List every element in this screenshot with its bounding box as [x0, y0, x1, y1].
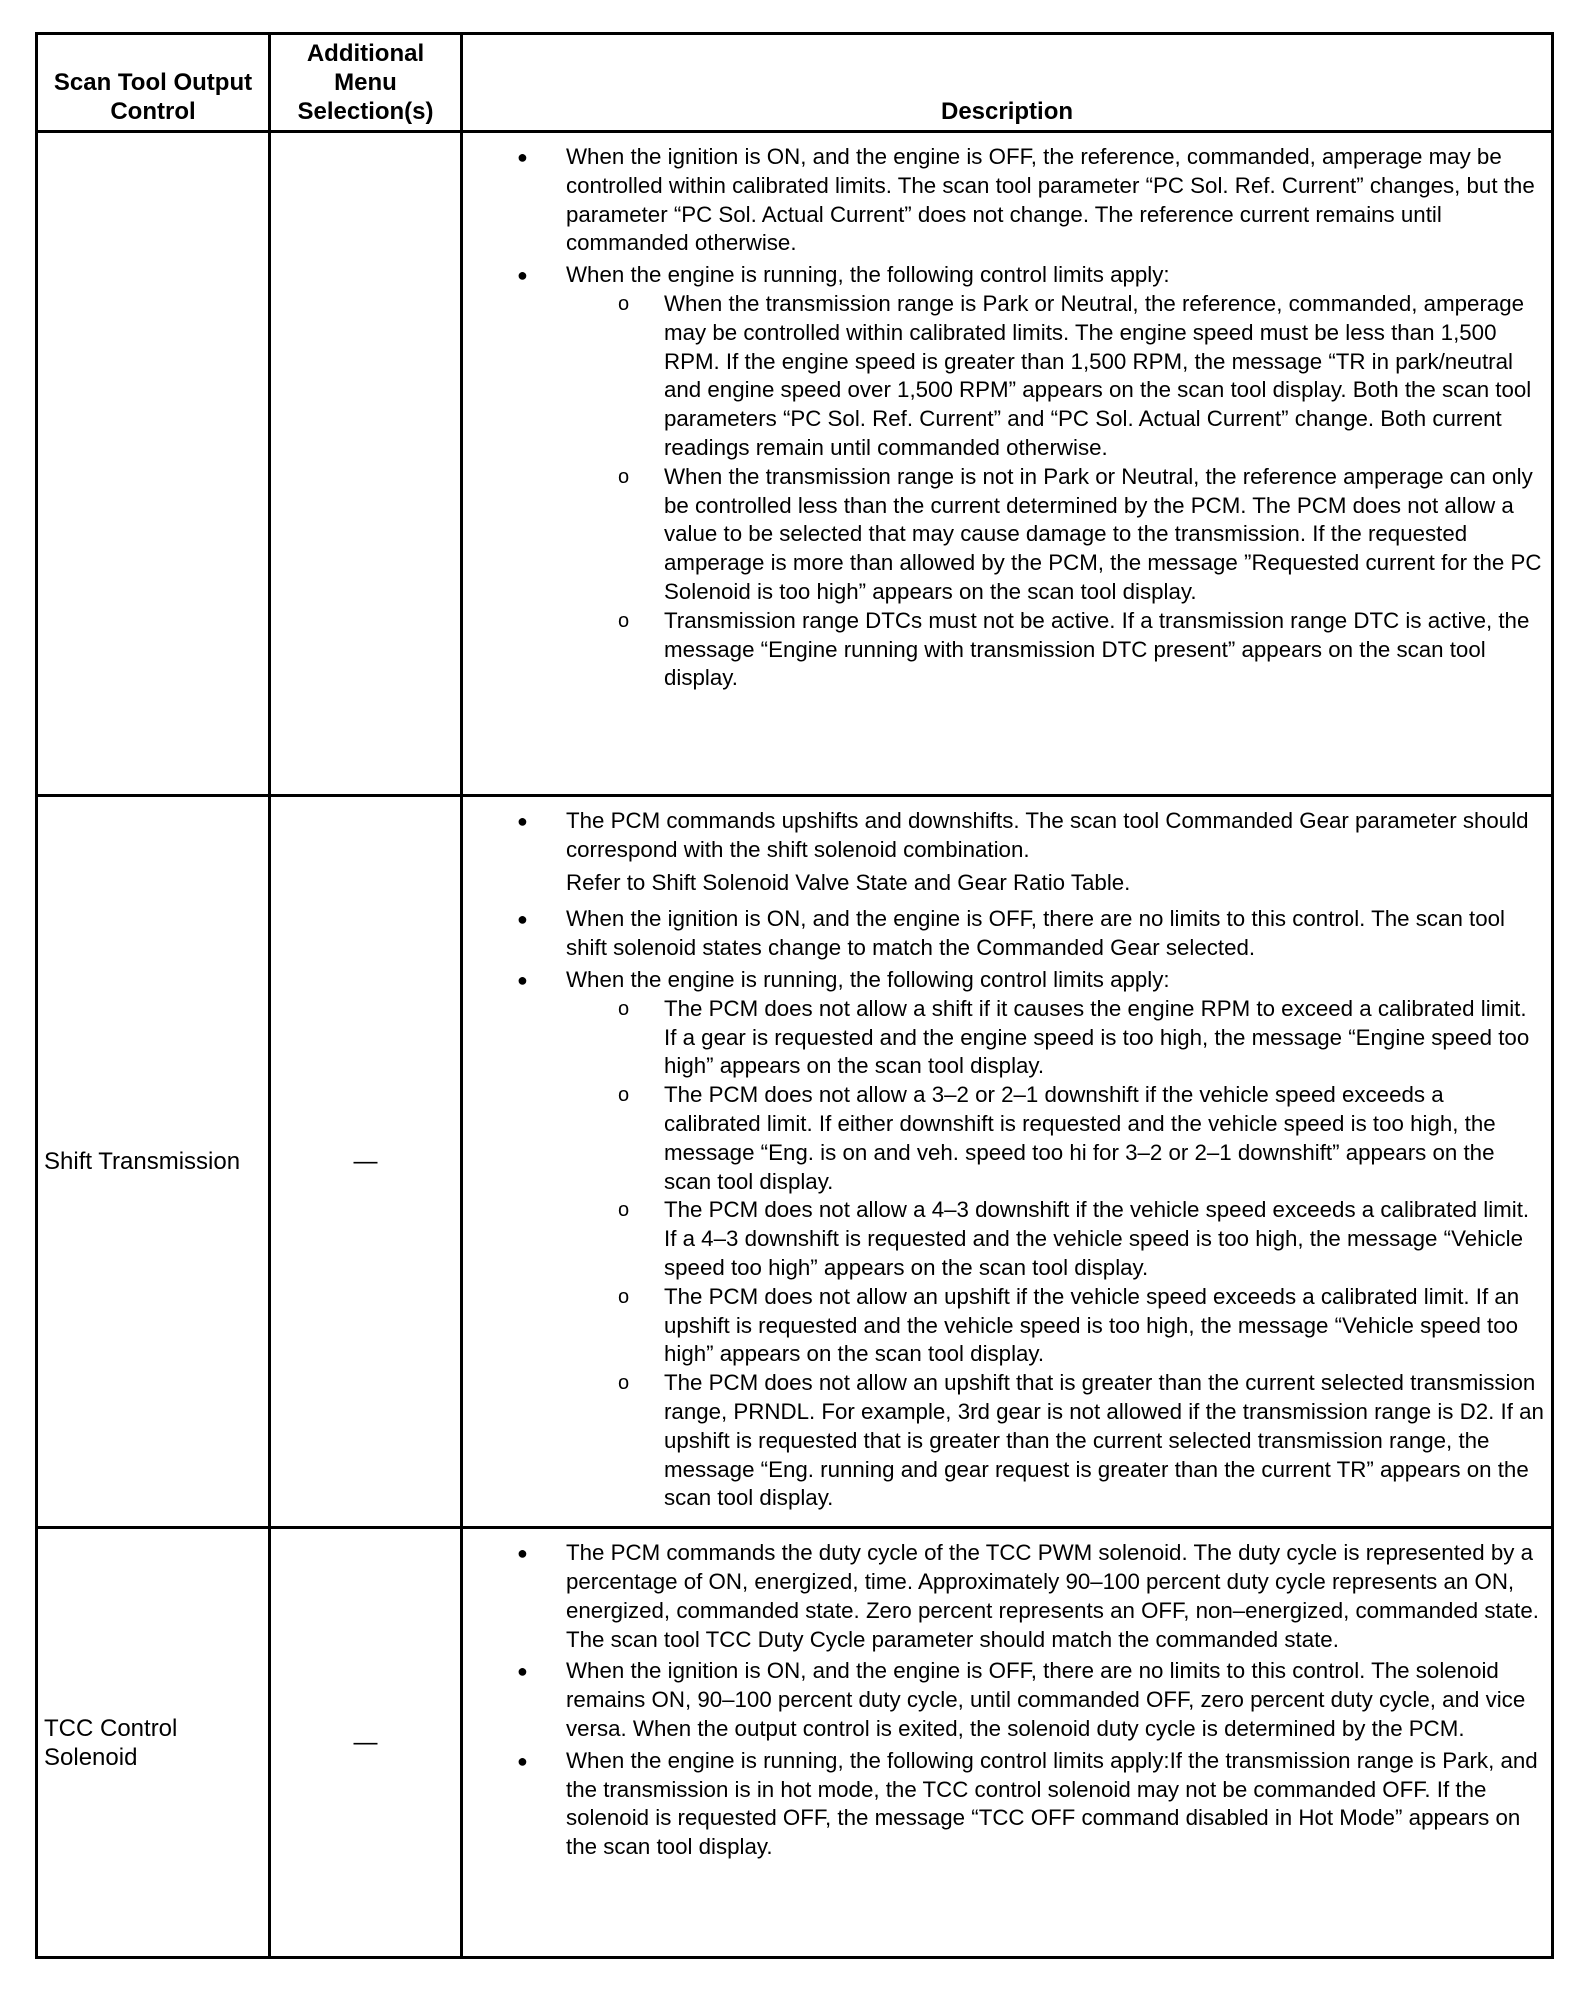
- circle-bullet-icon: o: [618, 609, 630, 632]
- circle-bullet-icon: o: [618, 1084, 630, 1107]
- sub-bullet-list: [566, 290, 1545, 693]
- list-item: [463, 143, 1545, 258]
- bullet-text: The PCM commands upshifts and downshifts. The scan tool Commanded Gear parameter should correspond with the shift solenoid combination.: [566, 808, 1529, 862]
- header-scan-tool-output-control: Scan Tool Output Control: [37, 34, 270, 132]
- sub-list-item: [566, 290, 1545, 463]
- list-item: [463, 1657, 1545, 1743]
- header-additional-menu-selections: Additional Menu Selection(s): [270, 34, 462, 132]
- sub-bullet-text: When the transmission range is not in Park or Neutral, the reference amperage can only be controlled less than the current determined by the PCM. The PCM does not allow a value to be selected that may cause damage to the transmission. If the requested amperage is more than allowed by the PCM, the message ”Requested current for the PC Solenoid is too high” appears on the scan tool display.: [664, 463, 1542, 604]
- circle-bullet-icon: o: [618, 465, 630, 488]
- bullet-text: When the engine is running, the following control limits apply:: [566, 262, 1170, 288]
- sub-list-item: [566, 607, 1545, 693]
- bullet-text: When the ignition is ON, and the engine is OFF, the reference, commanded, amperage may be controlled within calibrated limits. The scan tool parameter “PC Sol. Ref. Current” changes, but the parameter “PC Sol. Actual Current” does not change. The reference current remains until commanded otherwise.: [566, 144, 1535, 256]
- refer-note: Refer to Shift Solenoid Valve State and Gear Ratio Table.: [566, 869, 1131, 895]
- bullet-icon: ●: [517, 811, 528, 831]
- list-item: [463, 1747, 1545, 1862]
- sub-bullet-text: The PCM does not allow a 4–3 downshift if the vehicle speed exceeds a calibrated limit. If a 4–3 downshift is requested and the vehicle speed is too high, the message “Vehicle speed too high” appears on the scan tool display.: [664, 1197, 1530, 1280]
- circle-bullet-icon: o: [618, 1372, 630, 1395]
- sub-list-item: [566, 995, 1545, 1081]
- bullet-text: The PCM commands the duty cycle of the TCC PWM solenoid. The duty cycle is represented by a percentage of ON, energized, time. Approximately 90–100 percent duty cycle represents an ON, energized, commanded state. Zero percent represents an OFF, non–energized, commanded state. The scan tool TCC Duty Cycle parameter should match the commanded state.: [566, 1540, 1539, 1652]
- control-cell: Shift Transmission: [37, 796, 270, 1528]
- bullet-list: [463, 1539, 1545, 1862]
- bullet-text: When the engine is running, the following control limits apply:: [566, 966, 1170, 992]
- bullet-list: [463, 143, 1545, 693]
- bullet-icon: ●: [517, 1543, 528, 1564]
- sub-bullet-list: [566, 995, 1545, 1513]
- list-item: [463, 905, 1545, 963]
- sub-bullet-text: The PCM does not allow an upshift that is greater than the current selected transmission range, PRNDL. For example, 3rd gear is not allowed if the transmission range is D2. If an upshift is requested that is greater than the current selected transmission range, the message “Eng. running and gear request is greater than the current TR” appears on the scan tool display.: [664, 1370, 1544, 1511]
- circle-bullet-icon: o: [618, 292, 630, 315]
- table-row: [37, 796, 1553, 1528]
- bullet-list: [463, 905, 1545, 1513]
- description-cell: [462, 1528, 1553, 1958]
- table-row: [37, 132, 1553, 796]
- header-description: Description: [462, 34, 1553, 132]
- description-cell: [462, 132, 1553, 796]
- table-row: [37, 1528, 1553, 1958]
- circle-bullet-icon: o: [618, 997, 630, 1020]
- header-row: [37, 34, 1553, 132]
- circle-bullet-icon: o: [618, 1285, 630, 1308]
- sub-bullet-text: The PCM does not allow an upshift if the vehicle speed exceeds a calibrated limit. If an upshift is requested and the vehicle speed is too high, the message “Vehicle speed too high” appears on the scan tool display.: [664, 1283, 1520, 1367]
- output-control-table: [35, 32, 1554, 1959]
- bullet-icon: ●: [517, 1750, 528, 1771]
- sub-list-item: [566, 1196, 1545, 1282]
- list-item: [463, 261, 1545, 693]
- list-item: [463, 1539, 1545, 1654]
- sub-bullet-text: The PCM does not allow a shift if it causes the engine RPM to exceed a calibrated limit. If a gear is requested and the engine speed is too high, the message “Engine speed too high” appears on the scan tool display.: [664, 995, 1530, 1079]
- bullet-icon: ●: [517, 1661, 528, 1682]
- sub-list-item: [566, 1369, 1545, 1513]
- bullet-icon: ●: [517, 147, 528, 167]
- bullet-text: When the ignition is ON, and the engine is OFF, there are no limits to this control. The solenoid remains ON, 90–100 percent duty cycle, until commanded OFF, zero percent duty cycle, and vice versa. When the output control is exited, the solenoid duty cycle is determined by the PCM.: [566, 1658, 1526, 1741]
- bullet-text: When the ignition is ON, and the engine is OFF, there are no limits to this control. The scan tool shift solenoid states change to match the Commanded Gear selected.: [566, 906, 1506, 961]
- menu-cell: —: [270, 796, 462, 1528]
- list-item: [463, 807, 1545, 865]
- sub-bullet-text: When the transmission range is Park or Neutral, the reference, commanded, amperage may be controlled within calibrated limits. The engine speed must be less than 1,500 RPM. If the engine speed is greater than 1,500 RPM, the message “TR in park/neutral and engine speed over 1,500 RPM” appears on the scan tool display. Both the scan tool parameters “PC Sol. Ref. Current” and “PC Sol. Actual Current” change. Both current readings remain until commanded otherwise.: [664, 290, 1532, 460]
- bullet-icon: ●: [517, 969, 528, 990]
- bullet-icon: ●: [517, 265, 528, 286]
- control-cell: [37, 132, 270, 796]
- menu-cell: [270, 132, 462, 796]
- sub-list-item: [566, 463, 1545, 607]
- description-cell: [462, 796, 1553, 1528]
- control-cell: TCC Control Solenoid: [37, 1528, 270, 1958]
- bullet-list: [463, 807, 1545, 865]
- sub-list-item: [566, 1283, 1545, 1369]
- sub-list-item: [566, 1081, 1545, 1196]
- list-item: [463, 966, 1545, 1513]
- bullet-text: When the engine is running, the following control limits apply:If the transmission range is Park, and the transmission is in hot mode, the TCC control solenoid may not be commanded OFF. If the solenoid is requested OFF, the message “TCC OFF command disabled in Hot Mode” appears on the scan tool display.: [566, 1747, 1538, 1860]
- circle-bullet-icon: o: [618, 1199, 630, 1222]
- sub-bullet-text: Transmission range DTCs must not be active. If a transmission range DTC is active, the message “Engine running with transmission DTC present” appears on the scan tool display.: [664, 607, 1530, 691]
- sub-bullet-text: The PCM does not allow a 3–2 or 2–1 downshift if the vehicle speed exceeds a calibrated limit. If either downshift is requested and the vehicle speed is too high, the message “Eng. is on and veh. speed too hi for 3–2 or 2–1 downshift” appears on the scan tool display.: [664, 1082, 1496, 1194]
- menu-cell: —: [270, 1528, 462, 1958]
- bullet-icon: ●: [517, 909, 528, 930]
